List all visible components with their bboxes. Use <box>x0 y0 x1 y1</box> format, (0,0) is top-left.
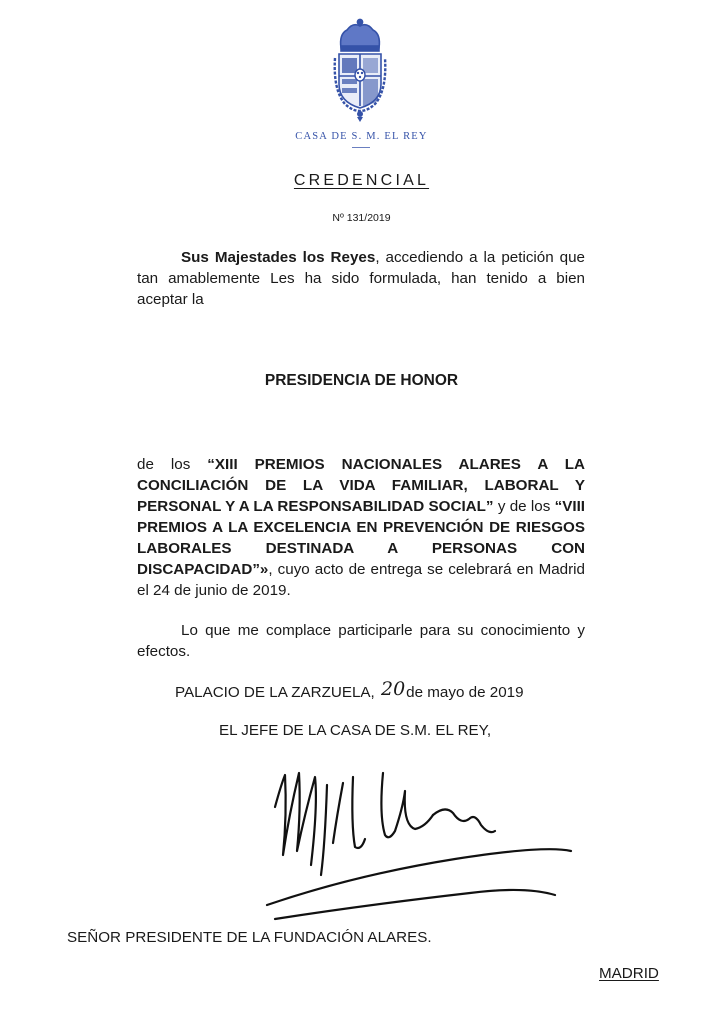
handwritten-signature-icon <box>255 755 595 925</box>
awards-name-1: “XIII PREMIOS NACIONALES ALARES A LA CONCILIACIÓN DE LA VIDA FAMILIAR, LABORAL Y PERSONAL Y A LA RESPONSABILIDAD SOCIAL” <box>137 456 585 515</box>
addressee: SEÑOR PRESIDENTE DE LA FUNDACIÓN ALARES. <box>67 929 432 946</box>
dateline-date: de mayo de 2019 <box>406 684 524 701</box>
awards-name-2: “VIII PREMIOS A LA EXCELENCIA EN PREVENCIÓN DE RIESGOS LABORALES DESTINADA A PERSONAS CON DISCAPACIDAD”» <box>137 498 586 578</box>
presidency-heading: PRESIDENCIA DE HONOR <box>264 372 459 389</box>
signatory-title: EL JEFE DE LA CASA DE S.M. EL REY, <box>219 722 492 739</box>
letterhead-divider <box>352 147 370 148</box>
recipient-city: MADRID <box>599 965 659 982</box>
awards-text-1: de los <box>137 456 208 473</box>
opening-text: , accediendo a la petición que tan amablemente Les ha sido formulada, han tenido a bien aceptar la <box>137 249 585 308</box>
dateline <box>175 680 524 702</box>
opening-paragraph <box>137 247 585 310</box>
awards-paragraph <box>137 454 585 601</box>
document-number: Nº 131/2019 <box>332 212 391 224</box>
closing-paragraph: Lo que me complace participarle para su conocimiento y efectos. <box>137 622 585 660</box>
awards-text-3: , cuyo acto de entrega se celebrará en Madrid el 24 de junio de 2019. <box>137 561 585 599</box>
dateline-handwritten-day: 20 <box>380 678 406 700</box>
dateline-place: PALACIO DE LA ZARZUELA, <box>175 684 379 701</box>
awards-text-2: y de los <box>493 498 555 515</box>
royal-house-name: CASA DE S. M. EL REY <box>295 131 428 142</box>
opening-bold-lead: Sus Majestades los Reyes <box>181 249 376 266</box>
royal-crest-icon <box>327 18 393 122</box>
document-title: CREDENCIAL <box>293 172 430 189</box>
